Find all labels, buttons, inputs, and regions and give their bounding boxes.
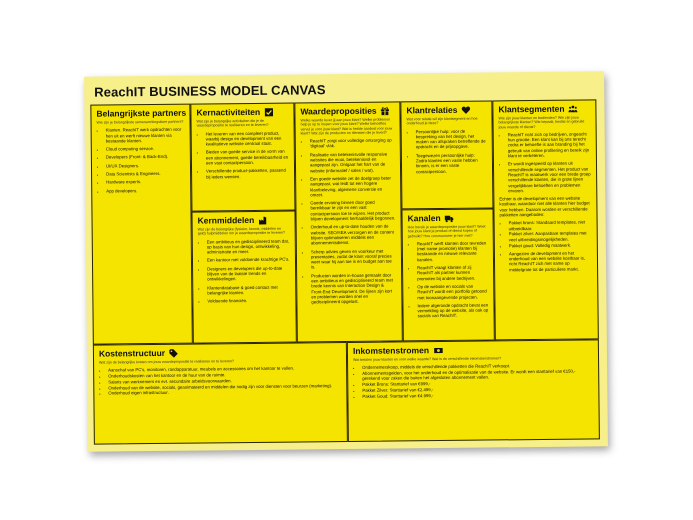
segments-title: Klantsegmenten: [498, 103, 565, 115]
costs-cell: [93, 342, 348, 445]
list-item: • Persoonlijke hulp: voor de bespreking van het design, het maken van afspraken betreffende de opdracht en de prijsopgave.: [416, 128, 487, 150]
relations-cell: [400, 100, 493, 209]
propositions-subtitle: Welke waarde lever jij aan jouw klant? Welke problemen help je op te lossen voor jouw klant? Welke behoeftes vervul je voor jouw klant? Wat is het/de aanbod voor jouw klant? Wat zijn de producten en diensten die je levert?: [300, 117, 393, 136]
list-item: • Scherp advies geven en voorkeur met presentaties, zodat de klant vooraf precies weet waar hij aan toe is en budget aan toe is.: [311, 248, 396, 270]
list-item: • Pakket Zilver: Starttarief van €2.499,-: [362, 385, 593, 393]
segments-cell: [492, 99, 599, 340]
cash-icon: [433, 345, 444, 354]
activities-list: [197, 130, 290, 179]
list-item: • Toegewezen persoonlijke hulp: Zodra klanten een vaste hebben binnen, is er een vaste contactpersoon.: [416, 152, 487, 174]
resources-cell: [191, 211, 296, 344]
list-item: • Ondernemerskoop, middels de verschillende pakketten die ReachIT verkoopt.: [362, 363, 593, 371]
list-item: • Een goede website zet de doelgroep beter aangepast, wat leidt tot een hogere klantbeleving, algemene conversie en omzet.: [310, 175, 395, 197]
list-item: • Producten worden in-house gemaakt door een ambitieus en gedisciplineerd team met brede kennis van Interaction Design & Front-End Development. De lijnen zijn kort en problemen worden snel en gedisciplineerd opgelost.: [311, 272, 396, 305]
list-item: • Salaris van werknemers en evt. secundaire arbeidsvoorwaarden.: [108, 377, 341, 385]
costs-heading: [99, 346, 341, 359]
segments-closing-list: [500, 250, 592, 272]
list-item: • Pakket Goud: Starttarief van €4.999,-: [362, 391, 593, 399]
list-item: • Onderhoud en up-to-date houden van de website. SEO/SEA verzorgen en de content blijven optimaliseren middels een abonnementsdienst.: [311, 224, 396, 246]
partners-list: [97, 127, 186, 194]
list-item: • Verschillende product-pakketten, passend bij ieders wensen.: [206, 168, 289, 179]
list-item: • Pakket goud: Volledig maatwerk.: [509, 242, 592, 248]
propositions-title: Waardeproposities: [300, 105, 377, 117]
partners-title: Belangrijkste partners: [96, 107, 187, 119]
costs-title: Kostenstructuur: [98, 347, 166, 359]
list-item: • Hardware experts.: [106, 179, 185, 185]
revenue-list: [353, 363, 593, 399]
list-item: • Bieden van goede service in de vorm van een abonnement, goede bereikbaarheid en een vast contactpersoon.: [206, 149, 289, 166]
list-item: • Op de website en socials van ReachIT wordt een portfolio getoond met toonaangevende projecten.: [417, 283, 488, 300]
resources-heading: [198, 215, 290, 226]
tag-icon: [169, 348, 178, 357]
channels-cell: [401, 208, 494, 341]
people-icon: [568, 104, 577, 113]
revenue-subtitle: Wat betalen jouw klanten en voor welke waarde? Wat is de verschillende inkomstenstromen?: [353, 356, 502, 362]
list-item: • App developers.: [106, 187, 185, 193]
list-item: • Pakket Brons: Starttarief van €999,-: [362, 380, 593, 388]
propositions-heading: [300, 105, 394, 116]
list-item: • ReachIT werft klanten door tevreden (met name promotie) klanten bij bestaande en nieuwe relevante kanalen.: [417, 240, 488, 262]
list-item: • Pakket zilver: Aanpasbare templates met veel uitbreidingsmogelijkheden.: [509, 231, 592, 242]
relations-heading: [406, 105, 486, 116]
list-item: • Onderhoud van de website, socials, geanimateerd en middelen die nodig zijn voor diensten voor beurzen (marketing).: [108, 383, 341, 391]
list-item: • Er wordt ingespeeld op klanten uit verschillende segmenten. Het product van ReachIT is maatwerk voor een brede groep verschillende klanten, die in grote lijnen vergelijkbare behoeften en problemen ervaren.: [508, 161, 591, 194]
relations-subtitle: Wat voor relatie wil zijn klantsegment en hoe onderhoud je deze?: [406, 116, 478, 126]
list-item: • Developers (Front- & Back-End).: [106, 154, 185, 160]
list-item: • Cloud computing service.: [106, 146, 185, 152]
canvas-sheet: [84, 71, 608, 451]
list-item: • Onderhoudskosten van het kantoor en de huur van de ruimte.: [108, 371, 341, 379]
list-item: • Aangezien de development en het onderhoud van een website kostbaar is, richt ReachIT zich met name op middelgrote tot de particuliere markt.: [509, 250, 592, 272]
list-item: • Klanten. ReachIT werk opdrachten voor hen uit en werft nieuwe klanten via bestaande klanten.: [106, 127, 185, 144]
factory-icon: [258, 215, 267, 224]
relations-title: Klantrelaties: [406, 104, 458, 116]
list-item: • Het leveren van een compleet product, waarbij design en development van een kwalitatieve website centraal staat.: [206, 130, 289, 147]
segments-packages: [500, 220, 592, 248]
list-item: • Iedere afgeronde opdracht bevat een vermelding op de website, als ook op socials van ReachIT.: [417, 302, 488, 319]
list-item: • Een ambitieus en gedisciplineerd team dat, op basis van hun design, ontwikkeling, administratie en meer.: [207, 238, 290, 255]
checkbox-icon: [264, 107, 273, 116]
channels-subtitle: Hoe bereik je waardepropositie jouw klant? Weet hoe jouw klant je product of dienst kopen of gebruikt? Hoe communiceer je hier met?: [407, 224, 486, 238]
list-item: • Klantendatabase & goed contact met belangrijke klanten.: [207, 284, 290, 295]
segments-subtitle: Wie zijn jouw klanten en bedienden? Wie zijn jouw belangrijkste klanten? Wie bepaalt, beslist en gebruikt jouw waarde of dienst?: [498, 115, 585, 129]
costs-list: [99, 365, 341, 396]
list-item: • Designers en developers die up-to-date blijven van de laatste trends en ontwikkelingen.: [207, 265, 290, 282]
page-title: ReachIT BUSINESS MODEL CANVAS: [94, 82, 326, 100]
propositions-list: [301, 138, 397, 305]
activities-subtitle: Wat zijn je belangrijke activiteiten die je de waardepropositie te realiseren en te leveren?: [196, 118, 269, 128]
costs-subtitle: Wat zijn de belangrijke kosten om jouw waardepropositie te realiseren en te leveren?: [99, 359, 234, 365]
revenue-cell: [347, 339, 600, 442]
segments-heading: [498, 103, 590, 114]
list-item: • ReachIT vraagt klanten of zij ReachIT als partner kunnen promoten bij andere bedrijven.: [417, 265, 488, 282]
revenue-title: Inkomstenstromen: [352, 345, 430, 356]
list-item: • Abonnementsgelden, voor het onderhoud en de optimalisatie van de website. Er wordt een starttarief van €150,- gerekend voor zaken die buiten het afgesloten abonnement vallen.: [362, 369, 593, 382]
resources-title: Kernmiddelen: [197, 214, 255, 226]
list-item: • Pakket brons: Standaard templates, niet uitbreidbaar.: [509, 220, 592, 231]
list-item: • ReachIT richt zich op bedrijven, ongeacht hun grootte. Een klant kan bij ons terecht zodra er behoefte is aan branding bij het gebruik van online profilering en bereik zijn klant te verbeteren.: [508, 131, 591, 158]
relations-list: [407, 128, 487, 174]
resources-subtitle: Wat zijn de belangrijke (fysieke, kennis, middelen en geld) hulpmiddelen om je waardepropositie te leveren?: [197, 226, 286, 236]
list-item: • UI/UX Designers.: [106, 162, 185, 168]
channels-list: [408, 240, 489, 319]
gift-icon: [381, 106, 390, 115]
partners-cell: [90, 104, 193, 345]
partners-subtitle: Wie zijn je belangrijkste samenwerkingsbare partners?: [96, 119, 184, 125]
resources-list: [198, 238, 291, 304]
segments-paragraph: Echter is de development van een website kostbaar, waardoor niet alle klanten hier budget voor hebben. Daarom worden er verschillende pakketten aangeboden:: [499, 195, 590, 218]
activities-heading: [196, 107, 288, 118]
heart-icon: [461, 105, 470, 114]
segments-list: [499, 131, 592, 193]
list-item: • ReachIT zorgt voor volledige ontzorging op 'digitaal' vlak.: [310, 138, 395, 149]
truck-icon: [445, 213, 454, 222]
list-item: • Aanschaf van PC's, monitoren, randapparatuur, meubels en accessoires om het kantoor te vullen.: [108, 365, 341, 373]
list-item: • Onderhoud eigen infrastructuur.: [108, 389, 341, 397]
list-item: • Data Scientists & Engineers.: [106, 171, 185, 177]
propositions-cell: [294, 101, 403, 342]
activities-title: Kernactiviteiten: [196, 106, 261, 118]
channels-title: Kanalen: [407, 213, 441, 224]
channels-heading: [407, 213, 487, 224]
list-item: • Realisatie van betekenisvolle responsive websites die mooi, betekenisvol en aangepast zijn. Ontgaat het hart van de website (informatief / sales / wat).: [310, 151, 395, 173]
list-item: • Voldoende financiën.: [207, 298, 290, 304]
revenue-heading: [353, 343, 593, 356]
list-item: • Een kantoor met voldoende krachtige PC's.: [207, 257, 290, 263]
list-item: • Goede ervaring binnen door goed bereikbaar te zijn en een vast contactpersoon toe te wijzen. Het product blijven development herhaaldelijk begonnen.: [310, 200, 395, 222]
activities-cell: [190, 103, 295, 212]
partners-heading: [96, 107, 187, 119]
